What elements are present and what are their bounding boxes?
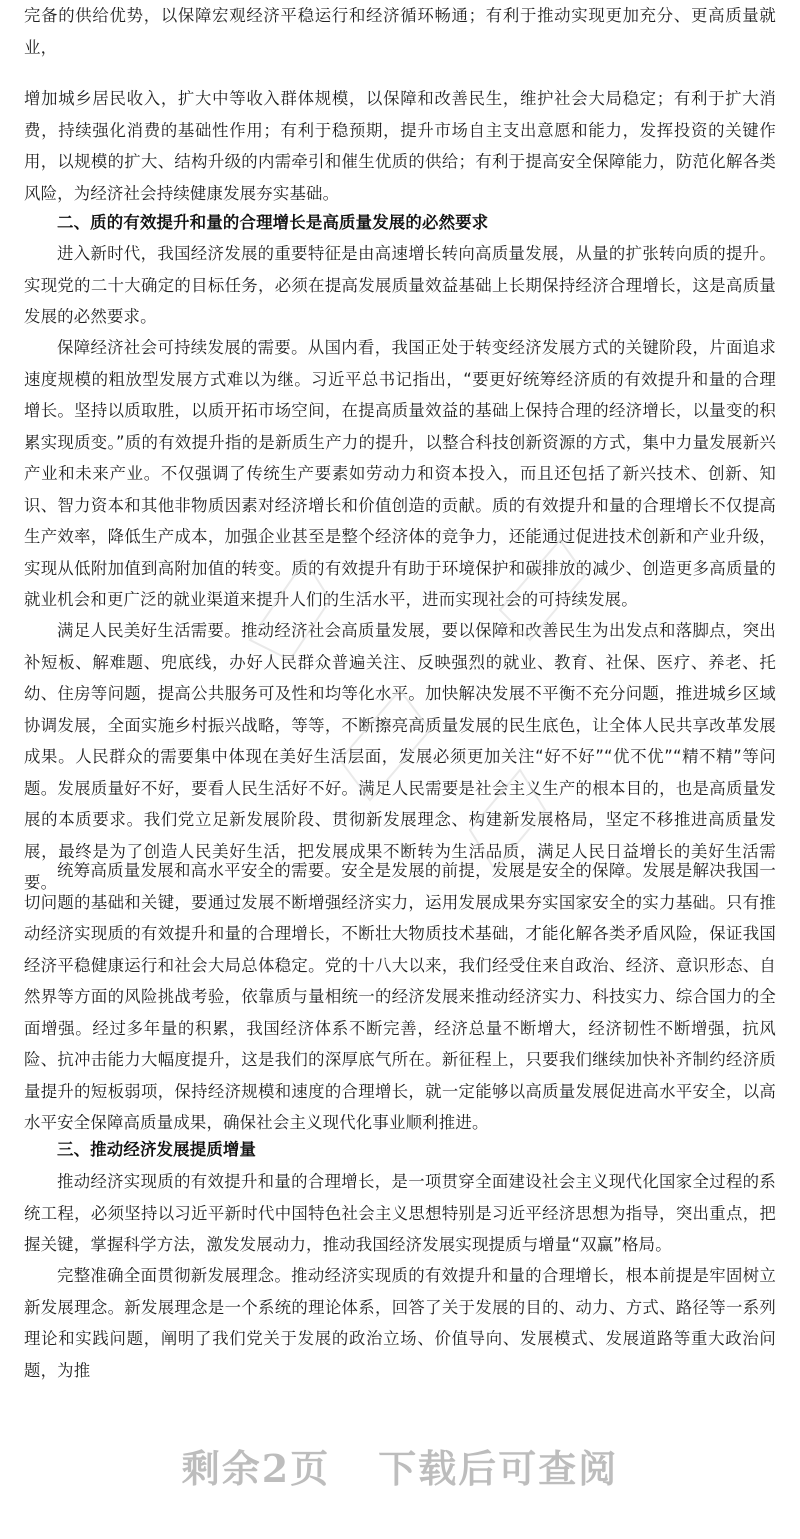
paragraph-1: 增加城乡居民收入，扩大中等收入群体规模，以保障和改善民生，维护社会大局稳定；有利于扩大消费，持续强化消费的基础性作用；有利于稳预期，提升市场自主支出意愿和能力，发挥投资的关键作用，以规模的扩大、结构升级的内需牵引和催生优质的供给；有利于提高安全保障能力，防范化解各类风险，为经济社会持续健康发展夯实基础。 <box>24 89 776 203</box>
section-heading-3: 三、推动经济发展提质增量 <box>57 1140 257 1159</box>
download-to-view-label: 下载后可查阅 <box>378 1445 619 1491</box>
paragraph-5: 统筹高质量发展和高水平安全的需要。安全是发展的前提，发展是安全的保障。发展是解决我国一切问题的基础和关键，要通过发展不断增强经济实力，运用发展成果夯实国家安全的实力基础。只有推动经济实现质的有效提升和量的合理增长，不断壮大物质技术基础，才能化解各类矛盾风险，保证我国经济平稳健康运行和社会大局总体稳定。党的十八大以来，我们经受住来自政治、经济、意识形态、自然界等方面的风险挑战考验，依靠质与量相统一的经济发展来推动经济实力、科技实力、综合国力的全面增强。经过多年量的积累，我国经济体系不断完善，经济总量不断增大，经济韧性不断增强，抗风险、抗冲击能力大幅度提升，这是我们的深厚底气所在。新征程上，只要我们继续加快补齐制约经济质量提升的短板弱项，保持经济规模和速度的合理增长，就一定能够以高质量发展促进高水平安全，以高水平安全保障高质量成果，确保社会主义现代化事业顺利推进。 <box>24 861 776 1132</box>
remaining-pages-label: 剩余2页 <box>181 1445 331 1491</box>
download-banner[interactable] <box>0 1430 800 1500</box>
paragraph-7: 完整准确全面贯彻新发展理念。推动经济实现质的有效提升和量的合理增长，根本前提是牢固树立新发展理念。新发展理念是一个系统的理论体系，回答了关于发展的目的、动力、方式、路径等一系列理论和实践问题，阐明了我们党关于发展的政治立场、价值导向、发展模式、发展道路等重大政治问题，为推 <box>24 1266 776 1380</box>
section-heading-2: 二、质的有效提升和量的合理增长是高质量发展的必然要求 <box>57 213 489 232</box>
paragraph-3: 保障经济社会可持续发展的需要。从国内看，我国正处于转变经济发展方式的关键阶段，片面追求速度规模的粗放型发展方式难以为继。习近平总书记指出，“要更好统筹经济质的有效提升和量的合理增长。坚持以质取胜，以质开拓市场空间，在提高质量效益的基础上保持合理的经济增长，以量变的积累实现质变。”质的有效提升指的是新质生产力的提升，以整合科技创新资源的方式，集中力量发展新兴产业和未来产业。不仅强调了传统生产要素如劳动力和资本投入，而且还包括了新兴技术、创新、知识、智力资本和其他非物质因素对经济增长和价值创造的贡献。质的有效提升和量的合理增长不仅提高生产效率，降低生产成本，加强企业甚至是整个经济体的竞争力，还能通过促进技术创新和产业升级，实现从低附加值到高附加值的转变。质的有效提升有助于环境保护和碳排放的减少、创造更多高质量的就业机会和更广泛的就业渠道来提升人们的生活水平，进而实现社会的可持续发展。 <box>24 338 776 609</box>
paragraph-6: 推动经济实现质的有效提升和量的合理增长，是一项贯穿全面建设社会主义现代化国家全过程的系统工程，必须坚持以习近平新时代中国特色社会主义思想特别是习近平经济思想为指导，突出重点，把握关键，掌握科学方法，激发发展动力，推动我国经济发展实现提质与增量“双赢”格局。 <box>24 1172 776 1254</box>
paragraph-4: 满足人民美好生活需要。推动经济社会高质量发展，要以保障和改善民生为出发点和落脚点，突出补短板、解难题、兜底线，办好人民群众普遍关注、反映强烈的就业、教育、社保、医疗、养老、托幼、住房等问题，提高公共服务可及性和均等化水平。加快解决发展不平衡不充分问题，推进城乡区域协调发展，全面实施乡村振兴战略，等等，不断擦亮高质量发展的民生底色，让全体人民共享改革发展成果。人民群众的需要集中体现在美好生活层面，发展必须更加关注“好不好”“优不优”“精不精”等问题。发展质量好不好，要看人民生活好不好。满足人民需要是社会主义生产的根本目的，也是高质量发展的本质要求。我们党立足新发展阶段、贯彻新发展理念、构建新发展格局，坚定不移推进高质量发展，最终是为了创造人民美好生活，把发展成果不断转为生活品质，满足人民日益增长的美好生活需要。 <box>24 621 776 892</box>
paragraph-2: 进入新时代，我国经济发展的重要特征是由高速增长转向高质量发展，从量的扩张转向质的提升。实现党的二十大确定的目标任务，必须在提高发展质量效益基础上长期保持经济合理增长，这是高质量发展的必然要求。 <box>24 244 776 326</box>
paragraph-top: 完备的供给优势，以保障宏观经济平稳运行和经济循环畅通；有利于推动实现更加充分、更高质量就业， <box>24 6 776 57</box>
